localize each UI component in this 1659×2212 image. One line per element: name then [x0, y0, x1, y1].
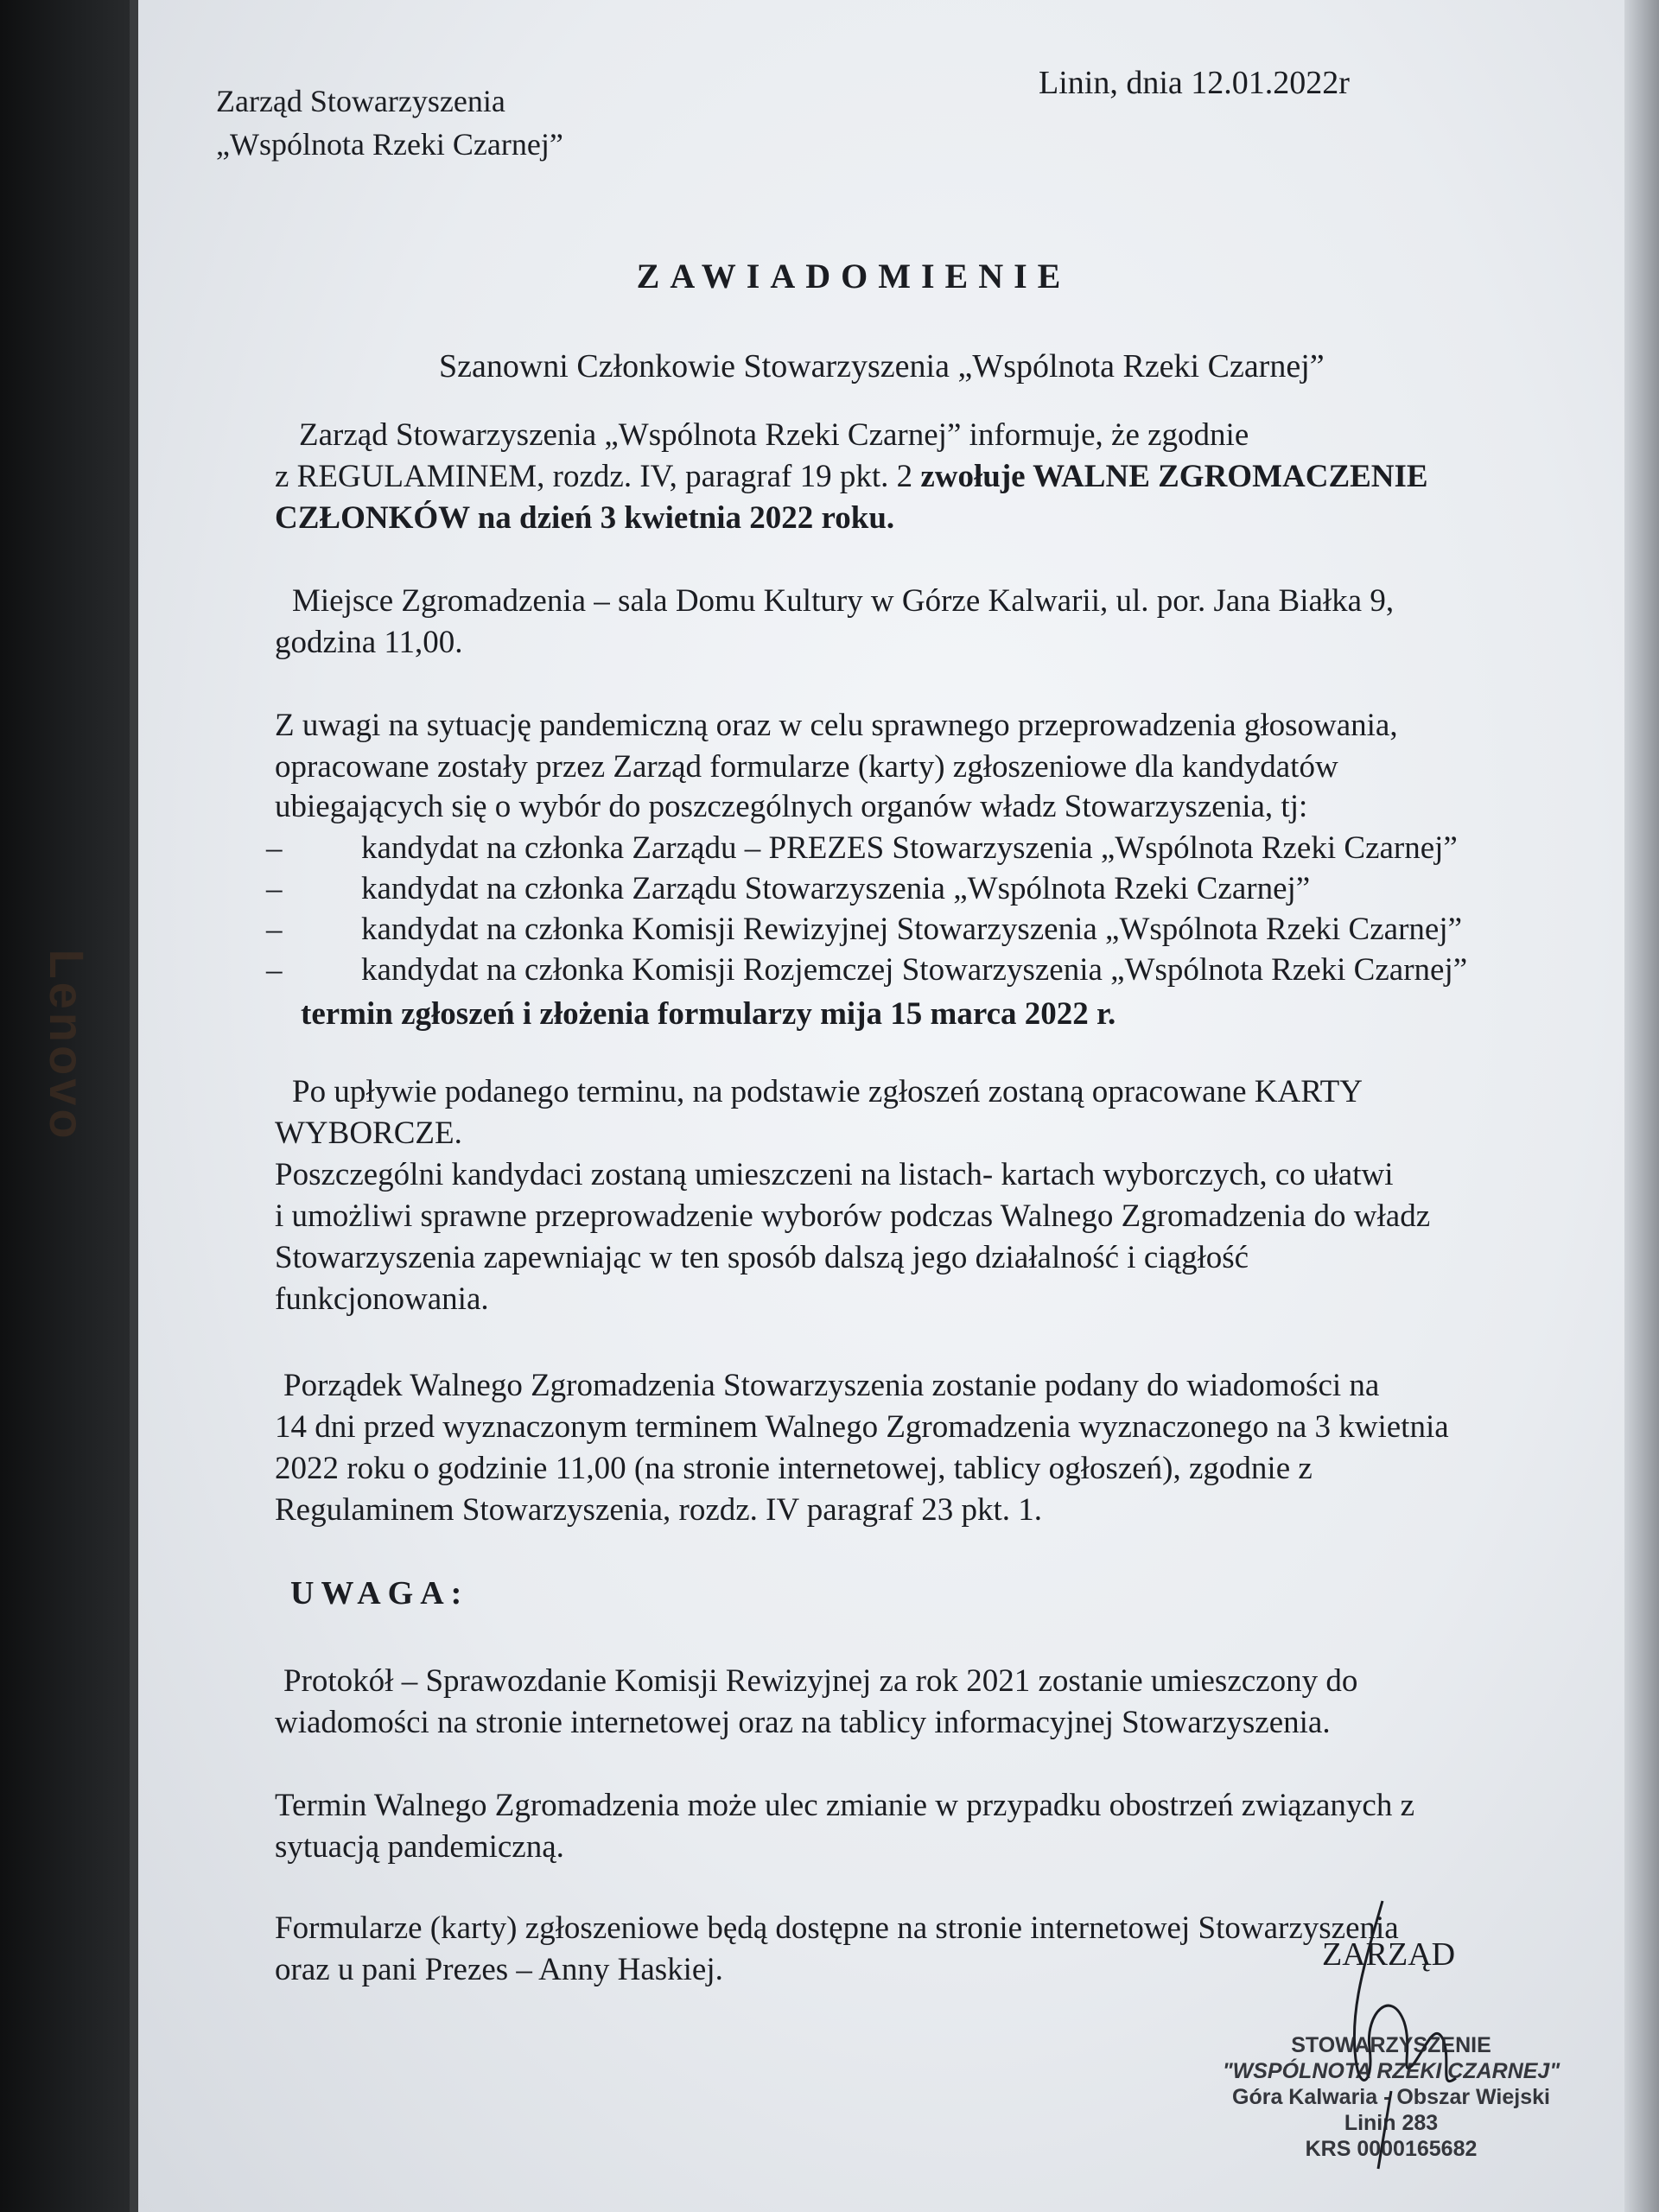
sender-block — [216, 79, 563, 166]
paragraph-change — [275, 1785, 1588, 1868]
text-line: godzina 11,00. — [275, 625, 463, 660]
text-line: Poszczególni kandydaci zostaną umieszczeni na listach- kartach wyborczych, co ułatwi — [275, 1157, 1394, 1192]
paragraph-forms-cont — [275, 786, 1588, 828]
salutation: Szanowni Członkowie Stowarzyszenia „Wspólnota Rzeki Czarnej” — [439, 348, 1325, 385]
text-line: i umożliwi sprawne przeprowadzenie wyborów podczas Walnego Zgromadzenia do władz — [275, 1198, 1431, 1234]
sender-line: Zarząd Stowarzyszenia — [216, 84, 505, 118]
list-item — [266, 868, 1614, 909]
text-line: WYBORCZE. — [275, 1116, 462, 1151]
stamp-line: STOWARZYSZENIE — [1291, 2033, 1491, 2057]
text-line: Zarząd Stowarzyszenia „Wspólnota Rzeki Czarnej” informuje, że zgodnie — [299, 417, 1249, 453]
deadline-line: termin zgłoszeń i złożenia formularzy mija 15 marca 2022 r. — [301, 996, 1116, 1032]
text-line — [275, 456, 1588, 498]
list-item-text: kandydat na członka Zarządu Stowarzyszenia „Wspólnota Rzeki Czarnej” — [361, 871, 1311, 906]
text-line: Z uwagi na sytuację pandemiczną oraz w celu sprawnego przeprowadzenia głosowania, — [275, 708, 1398, 743]
page-right-edge — [1624, 0, 1659, 2212]
uwaga-heading: UWAGA: — [290, 1575, 469, 1611]
stamp-line: Linin 283 — [1344, 2111, 1439, 2135]
text-line: Protokół – Sprawozdanie Komisji Rewizyjnej za rok 2021 zostanie umieszczony do — [283, 1663, 1358, 1699]
text-span-bold: zwołuje WALNE ZGROMACZENIE — [920, 459, 1428, 494]
list-dash: – — [266, 912, 283, 947]
paragraph-forms — [275, 705, 1588, 788]
text-line: wiadomości na stronie internetowej oraz na tablicy informacyjnej Stowarzyszenia. — [275, 1705, 1331, 1740]
text-line: 14 dni przed wyznaczonym terminem Walnego Zgromadzenia wyznaczonego na 3 kwietnia — [275, 1409, 1449, 1445]
paragraph-agenda — [275, 1365, 1588, 1531]
paragraph-location — [275, 581, 1588, 664]
text-line: sytuacją pandemiczną. — [275, 1829, 564, 1865]
list-item — [266, 828, 1614, 868]
text-line: Porządek Walnego Zgromadzenia Stowarzyszenia zostanie podany do wiadomości na — [283, 1368, 1380, 1403]
text-line: Po upływie podanego terminu, na podstawie zgłoszeń zostaną opracowane KARTY — [292, 1074, 1363, 1109]
text-line: Miejsce Zgromadzenia – sala Domu Kultury w Górze Kalwarii, ul. por. Jana Białka 9, — [292, 583, 1395, 619]
text-span: z REGULAMINEM, rozdz. IV, paragraf 19 pkt. 2 — [275, 459, 921, 494]
list-item — [266, 950, 1614, 990]
text-line: funkcjonowania. — [275, 1281, 489, 1317]
text-line: Termin Walnego Zgromadzenia może ulec zmianie w przypadku obostrzeń związanych z — [275, 1788, 1415, 1823]
text-line: Formularze (karty) zgłoszeniowe będą dostępne na stronie internetowej Stowarzyszenia — [275, 1910, 1399, 1946]
list-dash: – — [266, 830, 283, 866]
paragraph-announcement — [275, 415, 1588, 539]
association-stamp — [1210, 2032, 1573, 2162]
stamp-line: Góra Kalwaria - Obszar Wiejski — [1232, 2085, 1550, 2109]
stamp-line: KRS 0000165682 — [1305, 2137, 1478, 2161]
paragraph-report — [275, 1661, 1588, 1744]
text-line: oraz u pani Prezes – Anny Haskiej. — [275, 1952, 723, 1987]
document-title: ZAWIADOMIENIE — [636, 257, 1071, 296]
sender-line: „Wspólnota Rzeki Czarnej” — [216, 127, 563, 162]
text-line: 2022 roku o godzinie 11,00 (na stronie internetowej, tablicy ogłoszeń), zgodnie z — [275, 1451, 1313, 1486]
list-item — [266, 909, 1614, 950]
paragraph-ballots — [275, 1071, 1588, 1320]
laptop-bezel — [0, 0, 143, 2212]
list-item-text: kandydat na członka Komisji Rozjemczej Stowarzyszenia „Wspólnota Rzeki Czarnej” — [361, 952, 1468, 988]
list-item-text: kandydat na członka Komisji Rewizyjnej Stowarzyszenia „Wspólnota Rzeki Czarnej” — [361, 912, 1463, 947]
brand-logo: Lenovo — [40, 949, 94, 1142]
text-line: Regulaminem Stowarzyszenia, rozdz. IV paragraf 23 pkt. 1. — [275, 1492, 1043, 1528]
place-date: Linin, dnia 12.01.2022r — [1039, 65, 1350, 101]
text-line: Stowarzyszenia zapewniając w ten sposób dalszą jego działalność i ciągłość — [275, 1240, 1249, 1275]
list-dash: – — [266, 952, 283, 988]
stamp-line: "WSPÓLNOTA RZEKI CZARNEJ" — [1222, 2059, 1560, 2083]
document-page — [138, 0, 1624, 2212]
list-item-text: kandydat na członka Zarządu – PREZES Stowarzyszenia „Wspólnota Rzeki Czarnej” — [361, 830, 1458, 866]
text-line: CZŁONKÓW na dzień 3 kwietnia 2022 roku. — [275, 500, 895, 536]
text-line: ubiegających się o wybór do poszczególnych organów władz Stowarzyszenia, tj: — [275, 789, 1308, 824]
list-dash: – — [266, 871, 283, 906]
signoff: ZARZĄD — [1322, 1936, 1456, 1973]
candidate-list — [266, 828, 1614, 990]
text-line: opracowane zostały przez Zarząd formularze (karty) zgłoszeniowe dla kandydatów — [275, 749, 1338, 785]
